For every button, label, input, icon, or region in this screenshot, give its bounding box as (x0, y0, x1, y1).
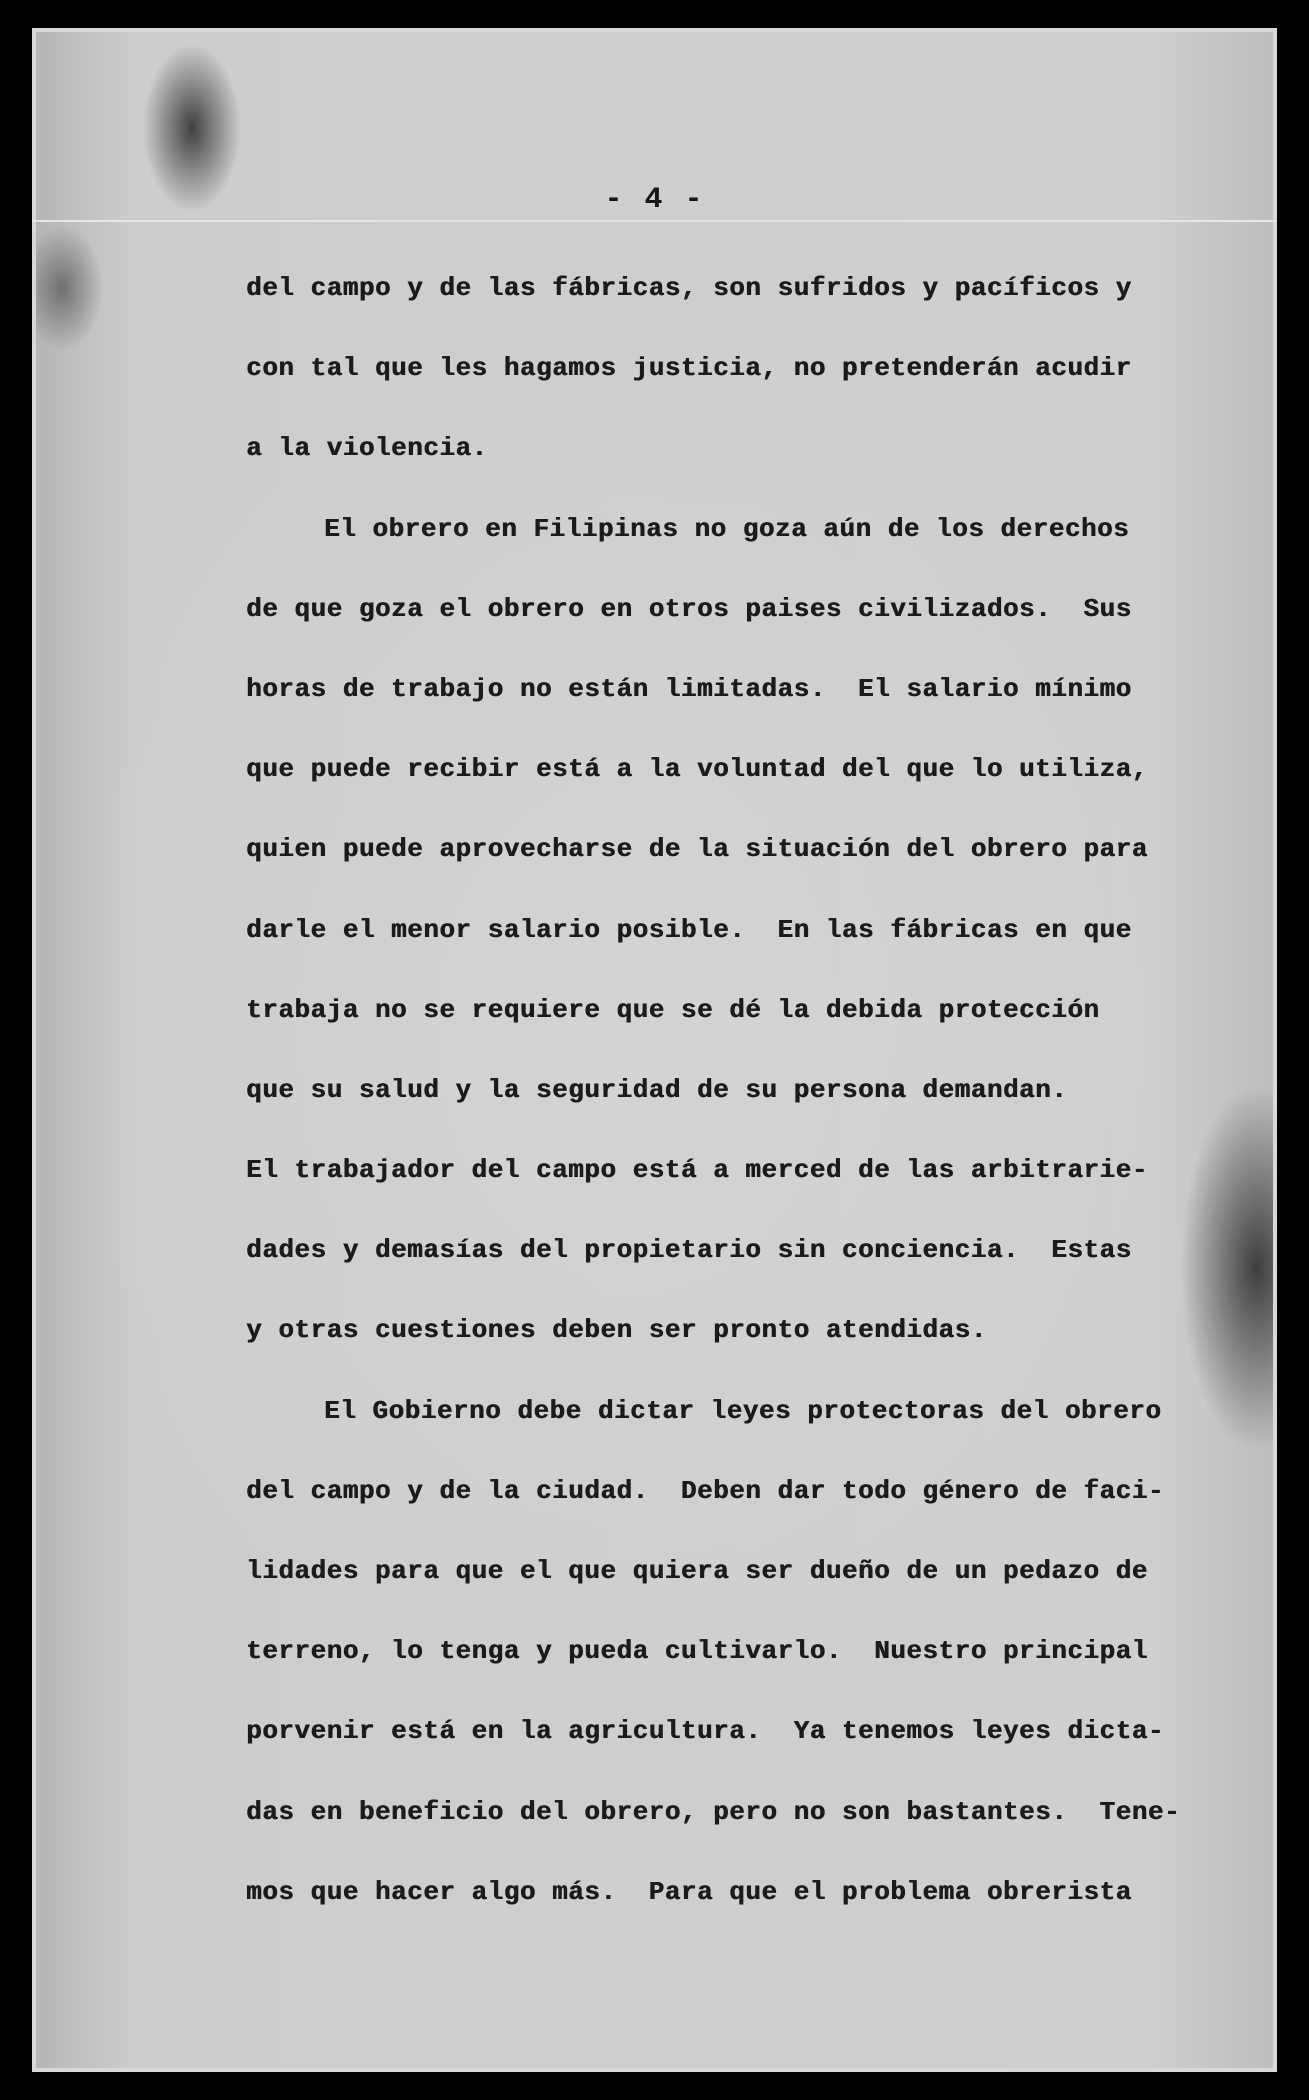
fold-line (32, 220, 1277, 222)
text-line: El trabajador del campo está a merced de las arbitrarie- (246, 1155, 1148, 1186)
text-line: que puede recibir está a la voluntad del que lo utiliza, (246, 754, 1148, 785)
text-line: del campo y de las fábricas, son sufridos y pacíficos y (246, 273, 1132, 303)
text-line: mos que hacer algo más. Para que el problema obrerista (246, 1876, 1132, 1907)
document-page (32, 28, 1277, 2072)
text-line: trabaja no se requiere que se dé la debida protección (246, 994, 1100, 1025)
text-line: das en beneficio del obrero, pero no son bastantes. Tene- (246, 1796, 1180, 1827)
page-number: - 4 - (604, 183, 705, 217)
text-line: horas de trabajo no están limitadas. El salario mínimo (246, 673, 1132, 704)
text-line: del campo y de la ciudad. Deben dar todo género de faci- (246, 1475, 1164, 1506)
text-line: lidades para que el que quiera ser dueño de un pedazo de (246, 1556, 1148, 1586)
text-line: de que goza el obrero en otros paises civilizados. Sus (246, 593, 1132, 624)
text-line: dades y demasías del propietario sin conciencia. Estas (246, 1235, 1132, 1266)
text-line: darle el menor salario posible. En las fábricas en que (246, 914, 1132, 945)
text-line: y otras cuestiones deben ser pronto atendidas. (246, 1315, 987, 1346)
text-line: porvenir está en la agricultura. Ya tenemos leyes dicta- (246, 1716, 1164, 1747)
text-line-indented: El Gobierno debe dictar leyes protectoras del obrero (324, 1395, 1162, 1426)
text-line: quien puede aprovecharse de la situación del obrero para (246, 834, 1148, 865)
text-line: con tal que les hagamos justicia, no pretenderán acudir (246, 353, 1132, 384)
body-text (246, 268, 1180, 1952)
text-line: a la violencia. (246, 433, 488, 464)
text-line: que su salud y la seguridad de su persona demandan. (246, 1074, 1068, 1105)
text-line: terreno, lo tenga y pueda cultivarlo. Nuestro principal (246, 1636, 1148, 1667)
text-line-indented: El obrero en Filipinas no goza aún de los derechos (324, 513, 1130, 544)
